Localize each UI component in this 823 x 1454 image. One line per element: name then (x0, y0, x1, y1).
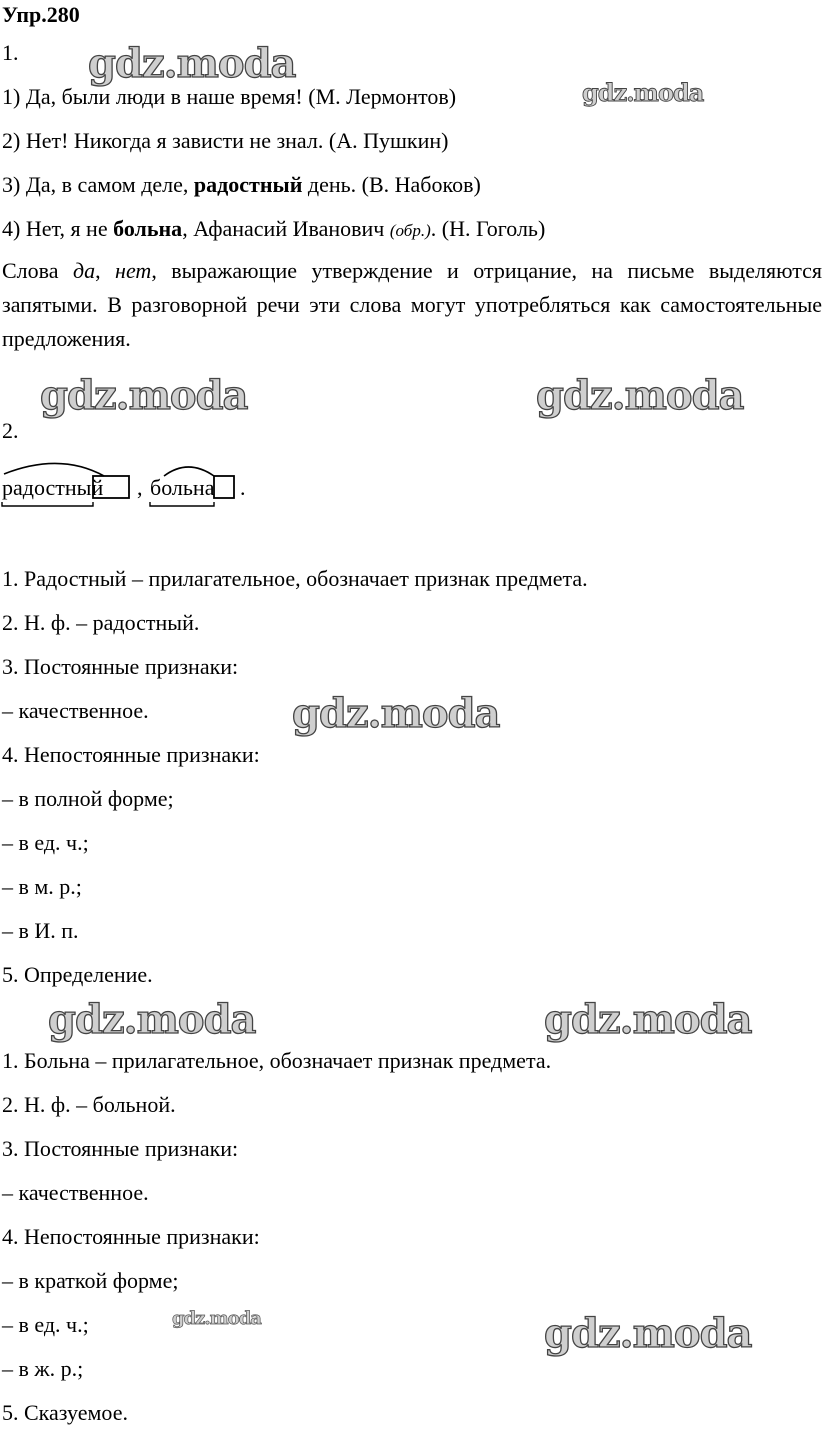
watermark: gdz.moda (88, 40, 296, 87)
analysis1-line: – качественное. (2, 698, 149, 723)
watermark: gdz.moda (582, 78, 704, 107)
watermark: gdz.moda (40, 372, 248, 419)
analysis1-line: 4. Непостоянные признаки: (2, 742, 260, 767)
sentence-4: 4) Нет, я не больна, Афанасий Иванович (обр.). (Н. Гоголь) (2, 216, 546, 241)
exercise-title: Упр.280 (2, 2, 80, 27)
analysis2-line: 4. Непостоянные признаки: (2, 1224, 260, 1249)
sentence-1: 1) Да, были люди в наше время! (М. Лермонтов) (2, 84, 457, 109)
analysis1-line: – в И. п. (2, 918, 79, 943)
analysis1-line: 2. Н. ф. – радостный. (2, 610, 200, 635)
analysis1-line: 5. Определение. (2, 962, 153, 987)
part1-label: 1. (2, 40, 19, 65)
sentence-3: 3) Да, в самом деле, радостный день. (В. Набоков) (2, 172, 481, 197)
parse-word-2: больна (150, 475, 215, 500)
analysis1-line: – в ед. ч.; (2, 830, 89, 855)
analysis2-line: – в ед. ч.; (2, 1312, 89, 1337)
ending-box-2 (214, 476, 234, 498)
watermark: gdz.moda (544, 996, 752, 1043)
parse-sep: , (137, 475, 143, 500)
analysis1-line: – в полной форме; (2, 786, 174, 811)
watermark: gdz.moda (172, 1308, 261, 1329)
watermark: gdz.moda (544, 1310, 752, 1357)
morpheme-diagram (0, 458, 300, 508)
watermark: gdz.moda (536, 372, 744, 419)
watermark: gdz.moda (292, 690, 500, 737)
stem-line-2 (150, 502, 214, 506)
part2-label: 2. (2, 418, 19, 443)
analysis1-line: 3. Постоянные признаки: (2, 654, 239, 679)
parse-word-1: радостный (2, 475, 104, 500)
analysis2-line: 2. Н. ф. – больной. (2, 1092, 176, 1117)
stem-line-1 (2, 502, 93, 506)
explanation-paragraph: Слова да, нет, выражающие утверждение и отрицание, на письме выделяются запятыми. В разговорной речи эти слова могут употребляться как самостоятельные предложения. (2, 258, 822, 351)
analysis2-line: 1. Больна – прилагательное, обозначает признак предмета. (2, 1048, 552, 1073)
analysis1-line: 1. Радостный – прилагательное, обозначает признак предмета. (2, 566, 588, 591)
watermark: gdz.moda (48, 996, 256, 1043)
analysis1-line: – в м. р.; (2, 874, 82, 899)
analysis2-line: – качественное. (2, 1180, 149, 1205)
sentence-2: 2) Нет! Никогда я зависти не знал. (А. Пушкин) (2, 128, 449, 153)
analysis2-line: 5. Сказуемое. (2, 1400, 128, 1425)
analysis2-line: – в ж. р.; (2, 1356, 84, 1381)
analysis2-line: 3. Постоянные признаки: (2, 1136, 239, 1161)
parse-end: . (240, 475, 246, 500)
analysis2-line: – в краткой форме; (2, 1268, 179, 1293)
